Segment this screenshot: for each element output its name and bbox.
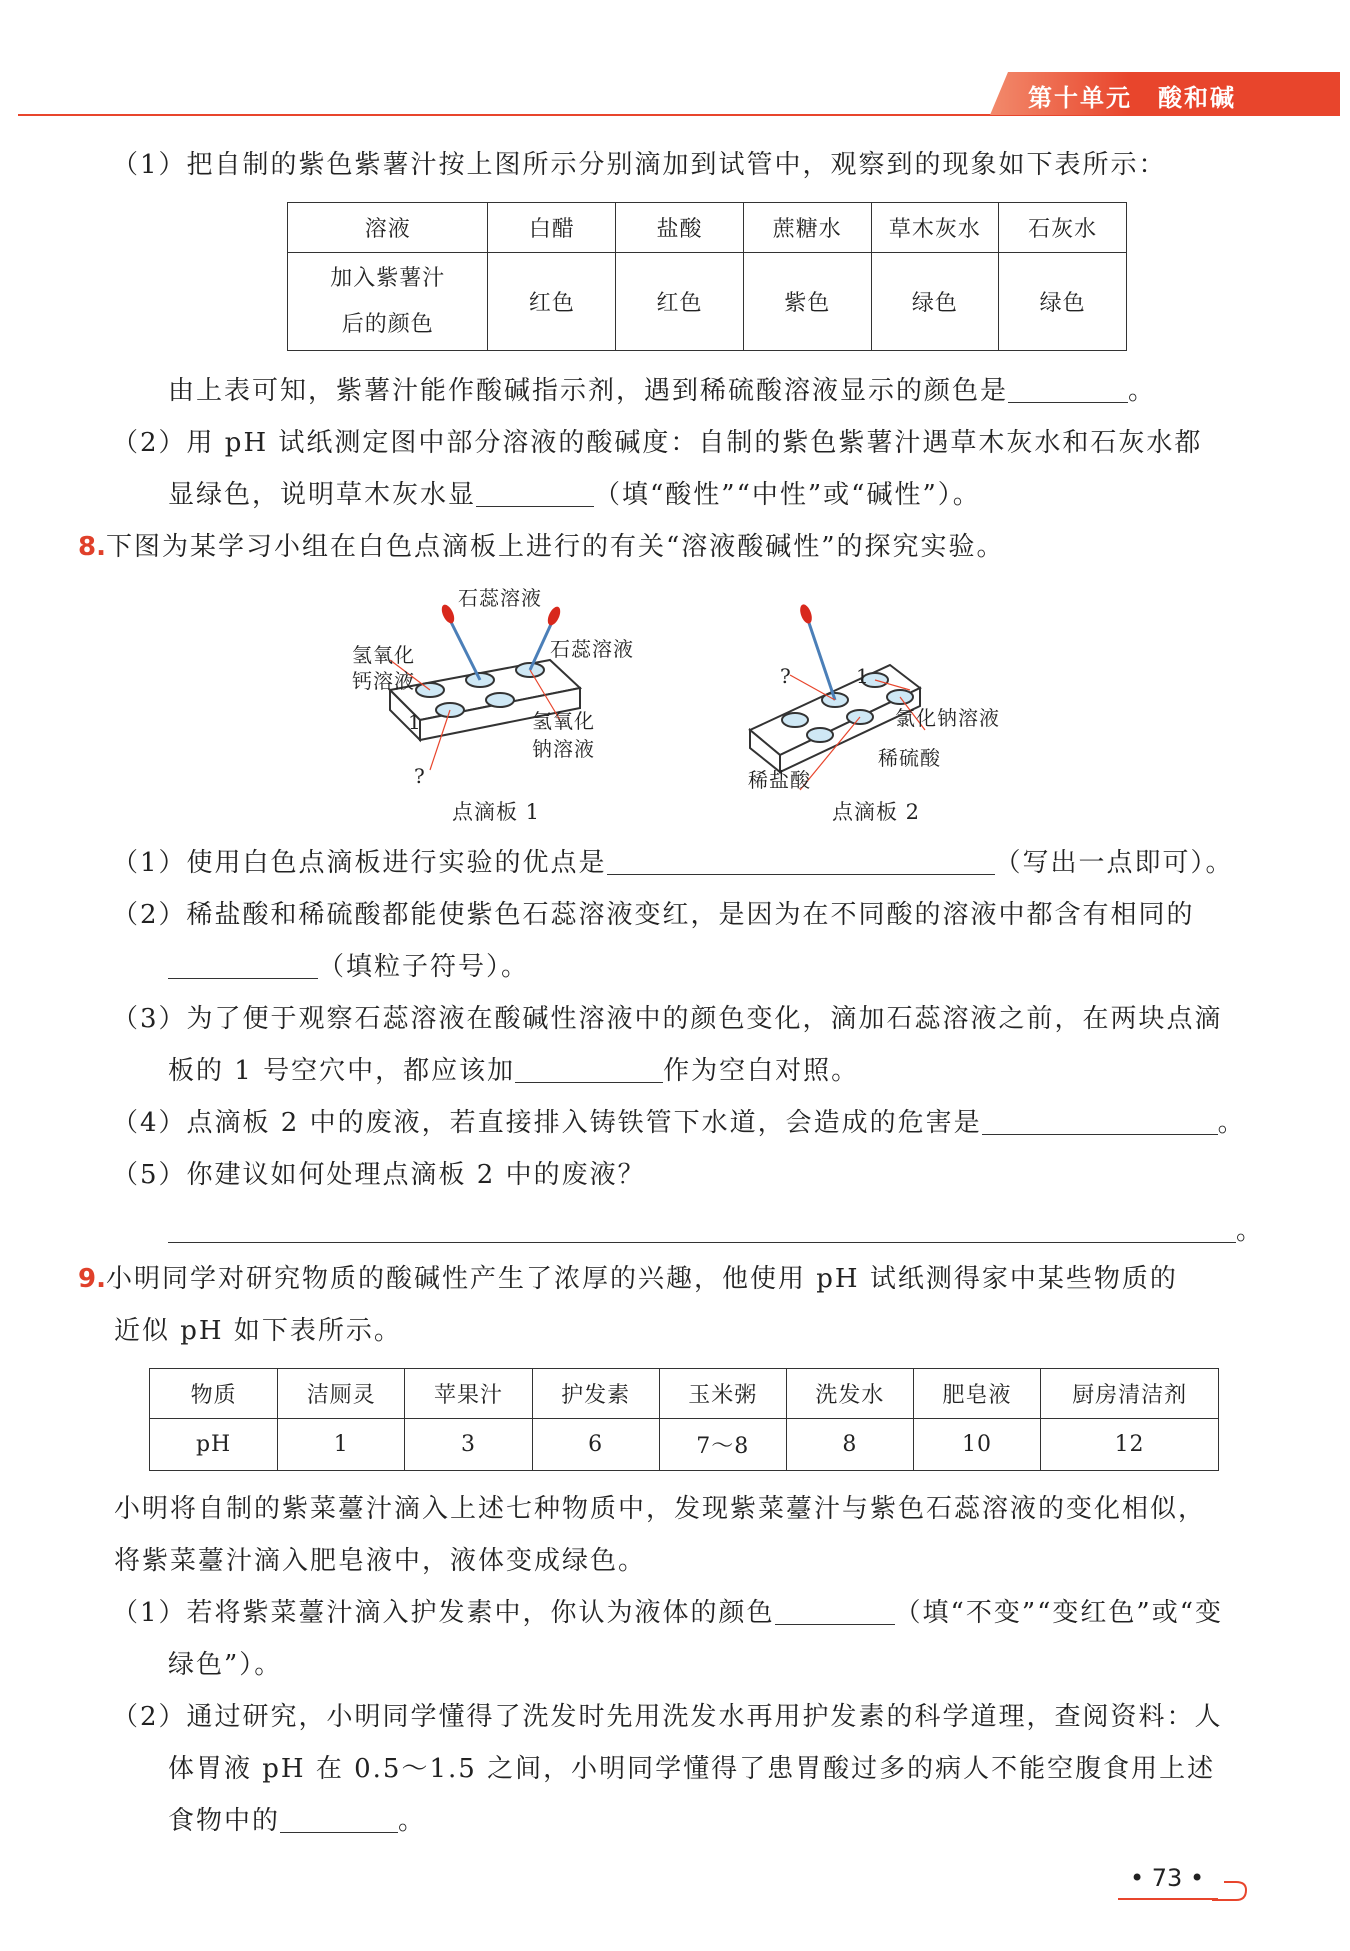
fig2-caption: 点滴板 2 [832, 800, 921, 824]
q9-stem-line2: 近似 pH 如下表所示。 [114, 1316, 402, 1346]
q7-th-4: 草木灰水 [871, 203, 999, 253]
q8-p3-line2 [168, 1054, 859, 1088]
fig2-label-well-one: 1 [856, 664, 870, 688]
fig2-label-left-bottom: 稀盐酸 [748, 768, 811, 792]
q8-p2-line1: （2）稀盐酸和稀硫酸都能使紫色石蕊溶液变红，是因为在不同酸的溶液中都含有相同的 [112, 900, 1195, 930]
q9-td-7: 12 [1041, 1419, 1219, 1471]
q8-p3-line1: （3）为了便于观察石蕊溶液在酸碱性溶液中的颜色变化，滴加石蕊溶液之前，在两块点滴 [112, 1004, 1223, 1034]
q7-th-5: 石灰水 [999, 203, 1127, 253]
q7-row-label-1: 加入紫薯汁 [330, 265, 446, 291]
q9-th-4: 玉米粥 [659, 1369, 786, 1419]
q7-p1-follow-line [168, 374, 1156, 408]
q8-p1b: （写出一点即可）。 [994, 848, 1234, 878]
q7-th-3: 蔗糖水 [743, 203, 871, 253]
q7-th-2: 盐酸 [616, 203, 744, 253]
q9-p2-line2: 体胃液 pH 在 0.5～1.5 之间，小明同学懂得了患胃酸过多的病人不能空腹食用上述 [168, 1754, 1216, 1784]
end-mark-2: 。 [1217, 1108, 1246, 1138]
q8-stem-line [78, 530, 1005, 564]
q8-p1a: （1）使用白色点滴板进行实验的优点是 [112, 848, 607, 878]
end-mark-4: 。 [398, 1806, 427, 1836]
q8-p2-line2: （填粒子符号）。 [318, 952, 530, 982]
q8-p3-line2a: 板的 1 号空穴中，都应该加 [168, 1056, 516, 1086]
q9-td-4: 7～8 [659, 1419, 786, 1471]
q9-table [149, 1368, 1219, 1471]
q9-td-0: pH [150, 1419, 278, 1471]
q7-cell-4: 绿色 [999, 253, 1127, 351]
q7-answer-blank-1[interactable] [1008, 376, 1128, 403]
q8-p5: （5）你建议如何处理点滴板 2 中的废液？ [112, 1160, 646, 1190]
q9-p2-line3: 食物中的 [168, 1806, 281, 1836]
fig2-label-question: ? [780, 664, 792, 688]
q8-answer-blank-5[interactable] [168, 1216, 1236, 1243]
q9-stem-line1 [78, 1262, 1178, 1296]
q9-td-5: 8 [786, 1419, 913, 1471]
q9-para-line2: 将紫菜薹汁滴入肥皂液中，液体变成绿色。 [114, 1546, 647, 1576]
q7-p1-follow: 由上表可知，紫薯汁能作酸碱指示剂，遇到稀硫酸溶液显示的颜色是 [168, 376, 1009, 406]
page-number-underline [1118, 1898, 1218, 1900]
fig1-label-right-top: 石蕊溶液 [550, 637, 634, 661]
q9-p2-line3-wrap [168, 1804, 426, 1838]
unit-title: 第十单元 酸和碱 [1028, 84, 1236, 112]
q8-answer-blank-2[interactable] [168, 952, 318, 979]
fig1-label-left: 氢氧化 钙溶液 [352, 643, 415, 693]
q8-p1-line [112, 846, 1234, 880]
q9-p1-line2: 绿色”）。 [168, 1650, 283, 1680]
q9-p1-line1 [112, 1596, 1223, 1630]
q7-row-label-2: 后的颜色 [341, 311, 434, 337]
q9-number: 9. [78, 1264, 106, 1294]
fig2-label-right-top: 氯化钠溶液 [895, 706, 1000, 730]
q9-td-3: 6 [532, 1419, 659, 1471]
q9-answer-blank-2[interactable] [280, 1806, 398, 1833]
q8-number: 8. [78, 532, 106, 562]
q9-p2-line1: （2）通过研究，小明同学懂得了洗发时先用洗发水再用护发素的科学道理，查阅资料：人 [112, 1702, 1223, 1732]
q7-p1-text: （1）把自制的紫色紫薯汁按上图所示分别滴加到试管中，观察到的现象如下表所示： [112, 150, 1167, 180]
page-number: • 73 • [1130, 1864, 1205, 1892]
q7-cell-3: 绿色 [871, 253, 999, 351]
fig1-label-well-one: 1 [408, 710, 422, 734]
q9-th-3: 护发素 [532, 1369, 659, 1419]
q8-answer-blank-4[interactable] [982, 1108, 1218, 1135]
q7-cell-0: 红色 [488, 253, 616, 351]
q9-th-5: 洗发水 [786, 1369, 913, 1419]
q9-th-6: 肥皂液 [913, 1369, 1040, 1419]
q7-p2-line2 [168, 478, 981, 512]
q8-p2-line2-wrap [168, 950, 529, 984]
q9-para-line1: 小明将自制的紫菜薹汁滴入上述七种物质中，发现紫菜薹汁与紫色石蕊溶液的变化相似， [114, 1494, 1207, 1524]
q7-table [287, 202, 1127, 351]
q8-p5-answer-line [168, 1214, 1264, 1248]
q7-answer-blank-2[interactable] [476, 480, 594, 507]
q7-cell-2: 紫色 [743, 253, 871, 351]
q7-p2-line2a: 显绿色，说明草木灰水显 [168, 480, 477, 510]
q8-p4: （4）点滴板 2 中的废液，若直接排入铸铁管下水道，会造成的危害是 [112, 1108, 982, 1138]
fig1-label-question: ? [414, 764, 426, 788]
q9-td-1: 1 [278, 1419, 405, 1471]
end-mark: 。 [1128, 376, 1157, 406]
fig1-label-right-bottom: 氢氧化 钠溶液 [532, 709, 595, 761]
drop-plate-1-figure [330, 600, 610, 800]
q9-th-1: 洁厕灵 [278, 1369, 405, 1419]
q7-cell-1: 红色 [616, 253, 744, 351]
q9-th-7: 厨房清洁剂 [1041, 1369, 1219, 1419]
fig2-label-right-bottom: 稀硫酸 [878, 746, 941, 770]
end-mark-3: 。 [1236, 1216, 1265, 1246]
q8-answer-blank-1[interactable] [607, 848, 995, 875]
q9-th-0: 物质 [150, 1369, 278, 1419]
page-corner-curl-icon [1210, 1876, 1250, 1906]
q9-td-6: 10 [913, 1419, 1040, 1471]
q7-p2-line1: （2）用 pH 试纸测定图中部分溶液的酸碱度：自制的紫色紫薯汁遇草木灰水和石灰水都 [112, 428, 1203, 458]
q7-th-1: 白醋 [488, 203, 616, 253]
fig1-label-top: 石蕊溶液 [458, 586, 542, 610]
q8-p3-line2b: 作为空白对照。 [663, 1056, 860, 1086]
q9-p1-line1a: （1）若将紫菜薹汁滴入护发素中，你认为液体的颜色 [112, 1598, 775, 1628]
fig1-caption: 点滴板 1 [452, 800, 541, 824]
q9-td-2: 3 [405, 1419, 532, 1471]
q8-p4-line [112, 1106, 1246, 1140]
q7-p2-line2b: （填“酸性”“中性”或“碱性”）。 [594, 480, 981, 510]
q9-answer-blank-1[interactable] [775, 1598, 895, 1625]
q8-stem: 下图为某学习小组在白色点滴板上进行的有关“溶液酸碱性”的探究实验。 [105, 532, 1005, 562]
q8-answer-blank-3[interactable] [515, 1056, 663, 1083]
q7-row-label [288, 253, 488, 351]
q9-stem-1: 小明同学对研究物质的酸碱性产生了浓厚的兴趣，他使用 pH 试纸测得家中某些物质的 [105, 1264, 1178, 1294]
q9-th-2: 苹果汁 [405, 1369, 532, 1419]
q7-th-0: 溶液 [288, 203, 488, 253]
q9-p1-line1b: （填“不变”“变红色”或“变 [894, 1598, 1224, 1628]
